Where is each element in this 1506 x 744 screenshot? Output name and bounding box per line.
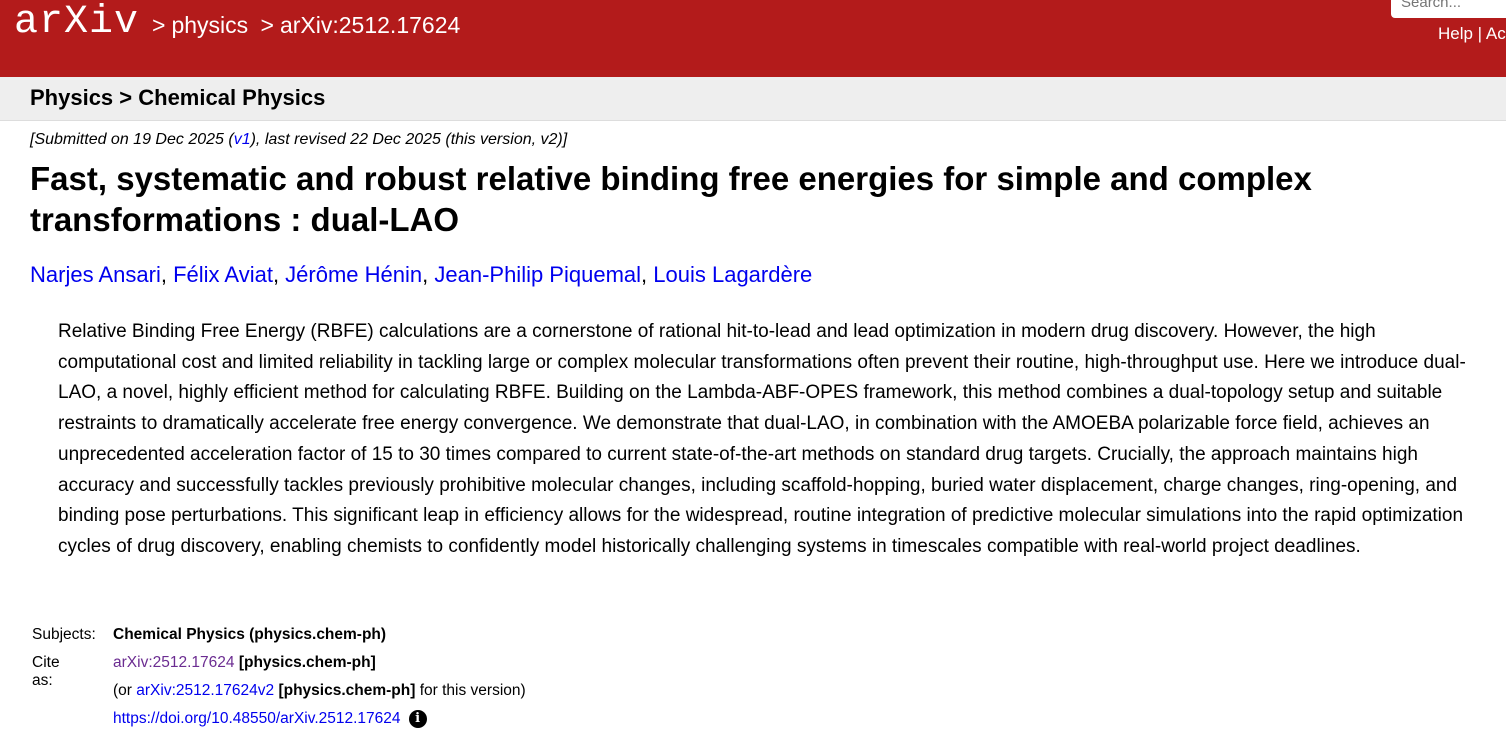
logo-text: arXiv — [14, 0, 140, 45]
cite-version-link[interactable]: arXiv:2512.17624v2 — [136, 682, 275, 699]
breadcrumb: > physics > arXiv:2512.17624 — [152, 12, 461, 38]
cite-version-category: [physics.chem-ph] — [278, 682, 416, 699]
subjects-label: Subjects: — [32, 626, 96, 643]
author-link[interactable]: Félix Aviat — [173, 262, 273, 287]
subjects-value: Chemical Physics (physics.chem-ph) — [113, 626, 387, 643]
help-links[interactable]: Help | Ac — [1438, 24, 1506, 43]
cite-id-link[interactable]: arXiv:2512.17624 — [113, 654, 235, 671]
author-list: Narjes Ansari, Félix Aviat, Jérôme Hénin, Jean-Philip Piquemal, Louis Lagardère — [30, 262, 813, 287]
breadcrumb-paper-id: arXiv:2512.17624 — [279, 12, 461, 38]
author-link[interactable]: Narjes Ansari — [30, 262, 161, 287]
version-v1-link[interactable]: v1 — [233, 131, 251, 148]
paper-title: Fast, systematic and robust relative binding free energies for simple and complex transformations : dual-LAO — [30, 160, 1312, 238]
arxiv-logo[interactable] — [14, 0, 139, 46]
abstract-text: Relative Binding Free Energy (RBFE) calculations are a cornerstone of rational hit-to-lead and lead optimization in modern drug discovery. However, the high computational cost and limited reliability in tackling large or complex molecular transformations often prevent their routine, high-throughput use. Here we introduce dual-LAO, a novel, highly efficient method for calculating RBFE. Building on the Lambda-ABF-OPES framework, this method combines a dual-topology setup and suitable restraints to dramatically accelerate free energy convergence. We demonstrate that dual-LAO, in combination with the AMOEBA polarizable force field, achieves an unprecedented acceleration factor of 15 to 30 times compared to current state-of-the-art methods on standard drug targets. Crucially, the approach maintains high accuracy and successfully tackles previously prohibitive molecular changes, including scaffold-hopping, buried water displacement, charge changes, ring-opening, and binding pose perturbations. This significant leap in efficiency allows for the widespread, routine integration of predictive molecular simulations into the rapid optimization cycles of drug discovery, enabling chemists to confidently model historically challenging systems in timescales compatible with real-world project deadlines. — [58, 321, 1466, 557]
info-icon[interactable]: i — [409, 710, 427, 728]
category-bar — [0, 77, 1506, 121]
search-input[interactable] — [1391, 0, 1506, 18]
cite-category: [physics.chem-ph] — [238, 654, 376, 671]
submission-dateline: [Submitted on 19 Dec 2025 (v1), last revised 22 Dec 2025 (this version, v2)] — [30, 131, 568, 148]
site-header — [0, 0, 1506, 77]
breadcrumb-physics[interactable]: physics — [171, 12, 249, 38]
cite-label: Cite as: — [32, 654, 60, 689]
author-link[interactable]: Jean-Philip Piquemal — [434, 262, 642, 287]
doi-link[interactable]: https://doi.org/10.48550/arXiv.2512.17624 — [113, 710, 401, 727]
author-link[interactable]: Louis Lagardère — [653, 262, 813, 287]
author-link[interactable]: Jérôme Hénin — [285, 262, 423, 287]
category-breadcrumb: Physics > Chemical Physics — [30, 85, 326, 110]
